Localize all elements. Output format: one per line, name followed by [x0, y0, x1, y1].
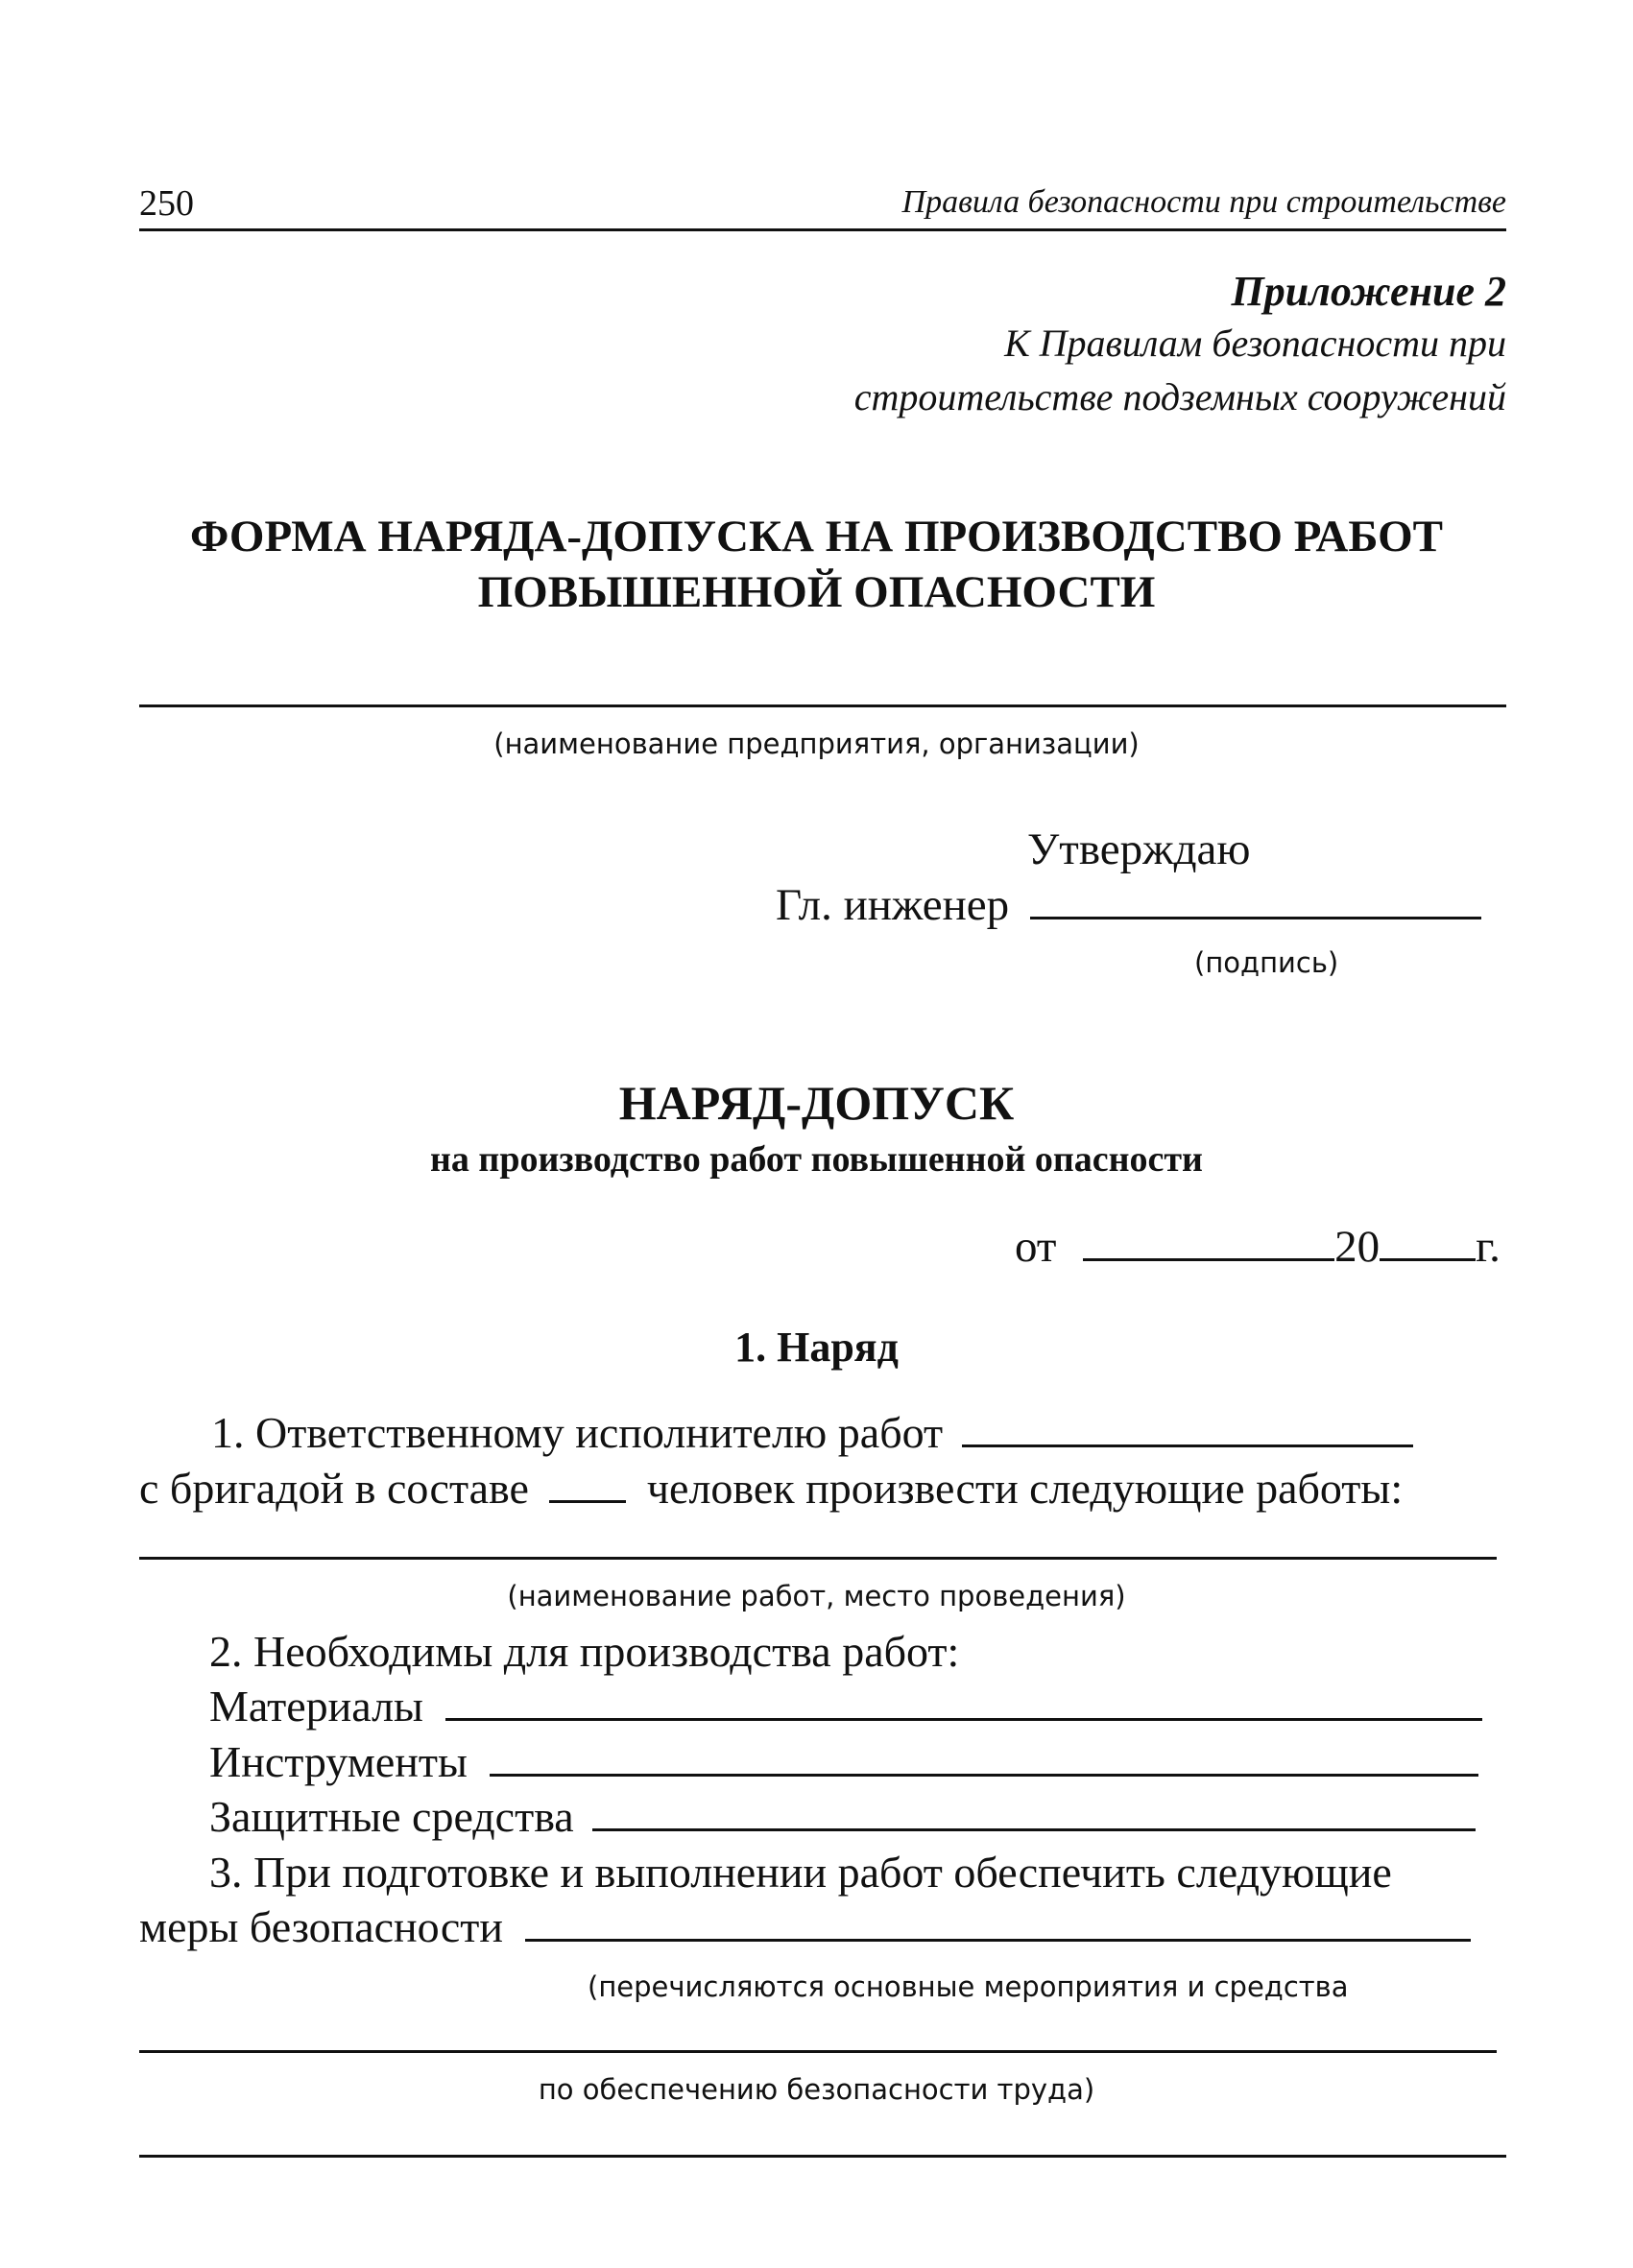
page-number: 250 [139, 183, 194, 224]
section1-title: 1. Наряд [734, 1324, 899, 1371]
brigade-row [139, 1463, 1403, 1514]
form-title-line1: ФОРМА НАРЯДА-ДОПУСКА НА ПРОИЗВОДСТВО РАБОТ [189, 512, 1444, 561]
protection-field[interactable] [592, 1828, 1476, 1831]
header-rule [139, 228, 1506, 231]
year-suffix: г. [1476, 1222, 1501, 1272]
measures-caption: (перечисляются основные мероприятия и средства [588, 1970, 1349, 2003]
works-caption: (наименование работ, место проведения) [507, 1580, 1126, 1612]
safety-measures-field[interactable] [525, 1939, 1471, 1942]
form-title-line2: ПОВЫШЕННОЙ ОПАСНОСТИ [477, 567, 1156, 617]
item3-label: 3. При подготовке и выполнении работ обеспечить следующие [209, 1848, 1392, 1897]
signature-caption: (подпись) [1194, 946, 1339, 979]
tools-row [209, 1736, 1478, 1787]
date-field[interactable] [1083, 1258, 1334, 1261]
protection-label: Защитные средства [209, 1792, 574, 1841]
running-title: Правила безопасности при строительстве [901, 184, 1506, 220]
tools-field[interactable] [490, 1774, 1478, 1777]
chief-engineer-label: Гл. инженер [776, 880, 1010, 930]
brigade-label: с бригадой в составе [139, 1464, 529, 1513]
chief-engineer-row [776, 879, 1481, 931]
safety-measures-label: меры безопасности [139, 1902, 503, 1951]
protection-row [209, 1791, 1476, 1842]
appendix-title: Приложение 2 [1231, 268, 1506, 315]
permit-subtitle: на производство работ повышенной опасности [430, 1139, 1203, 1180]
appendix-line1: К Правилам безопасности при [1004, 322, 1506, 365]
date-row [1015, 1221, 1501, 1273]
brigade-label-end: человек произвести следующие работы: [646, 1464, 1404, 1513]
organization-line [139, 704, 1506, 707]
safety-measures-row [139, 1901, 1471, 1952]
signature-field[interactable] [1030, 917, 1481, 919]
tools-label: Инструменты [209, 1737, 468, 1786]
responsible-executor-field[interactable] [962, 1444, 1413, 1447]
measures-line [139, 2050, 1497, 2053]
organization-caption: (наименование предприятия, организации) [493, 728, 1140, 760]
permit-title: НАРЯД-ДОПУСК [618, 1076, 1015, 1130]
labor-safety-caption: по обеспечению безопасности труда) [538, 2073, 1095, 2106]
item2-label: 2. Необходимы для производства работ: [209, 1627, 960, 1676]
materials-field[interactable] [445, 1718, 1482, 1721]
brigade-count-field[interactable] [549, 1500, 626, 1503]
year-field[interactable] [1380, 1258, 1476, 1261]
item1-row [211, 1407, 1413, 1458]
works-line [139, 1557, 1497, 1560]
year-prefix: 20 [1334, 1222, 1381, 1272]
approve-label: Утверждаю [1027, 824, 1251, 874]
materials-label: Материалы [209, 1682, 423, 1731]
materials-row [209, 1681, 1482, 1731]
date-from-label: от [1015, 1222, 1057, 1272]
item1-label: 1. Ответственному исполнителю работ [211, 1408, 944, 1457]
bottom-line [139, 2155, 1506, 2158]
appendix-line2: строительстве подземных сооружений [853, 375, 1506, 418]
